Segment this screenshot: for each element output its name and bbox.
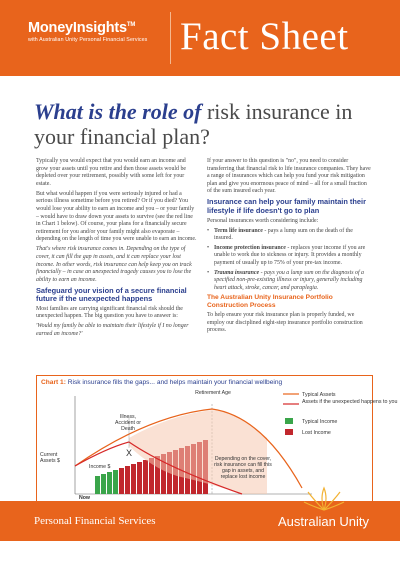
- legend-label: Typical Income: [302, 419, 338, 425]
- income-bar: [95, 476, 100, 494]
- chart-legend: [283, 392, 397, 436]
- lost-income-bar: [143, 460, 148, 494]
- paragraph: But what would happen if you were seriously injured or had a serious illness sometime before you retired? Or if you died? You would lose your ability to earn an income and you – or your family – would have to draw down your assets to survive (see the red line in Chart 1 below). Of course, your plans for a financially secure retirement for you and/or your family might also evaporate – depending on the length of time you were unable to earn an income.: [36, 190, 197, 243]
- event-marker: X: [126, 448, 133, 458]
- page-title: Fact Sheet: [180, 15, 349, 58]
- list-item: • Income protection insurance - replaces your income if you are unable to work due to sickness or injury. It provides a monthly payment of usually up to 75% of your pre-tax income.: [207, 244, 366, 266]
- section-heading: The Australian Unity Insurance Portfolio Construction Process: [207, 294, 333, 310]
- right-column: [207, 158, 372, 337]
- income-label: Income $: [89, 464, 111, 470]
- headline: [34, 99, 374, 149]
- footer-label: Personal Financial Services: [34, 515, 156, 527]
- paragraph: That's where risk insurance comes in. Depending on the type of cover, it can fill the gap in assets, and it can replace your lost income. In other words, risk insurance can help keep you on track financially – in case an unexpected tragedy causes you to lose the ability to earn an income.: [36, 246, 192, 283]
- current-assets-label: Current Assets $: [40, 452, 60, 464]
- legend-swatch-typical-income: [285, 418, 293, 424]
- paragraph: Most families are carrying significant financial risk should the unexpected happen. The big question you have to answer is:: [36, 305, 183, 320]
- list-item: • Trauma insurance - pays you a lump sum on the diagnosis of a specified non-pre-existing illness or injury, generally including heart attack, stroke, cancer, and paraplegia.: [207, 269, 365, 291]
- chart-title: Chart 1: Risk insurance fills the gaps... and helps maintain your financial wellbeing: [41, 379, 283, 386]
- australian-unity-wordmark: Australian Unity: [278, 514, 370, 529]
- gap-annotation: Depending on the cover, risk insurance can fill this gap in assets, and replace lost income: [214, 456, 272, 480]
- legend-swatch-lost-income: [285, 429, 293, 435]
- retirement-label: Retirement Age: [195, 390, 231, 396]
- income-bar: [107, 472, 112, 494]
- legend-label: Assets if the unexpected happens to you: [302, 399, 398, 405]
- now-label: Now: [79, 495, 90, 501]
- income-bar: [113, 470, 118, 494]
- list-item: • Term life insurance - pays a lump sum on the death of the insured.: [207, 227, 353, 242]
- legend-label: Lost Income: [302, 430, 331, 436]
- header-divider: [170, 12, 171, 64]
- headline-rest: risk insurance in your financial plan?: [34, 99, 353, 149]
- brand-subtitle: with Australian Unity Personal Financial Services: [28, 37, 148, 43]
- paragraph: Personal insurances worth considering include:: [207, 217, 319, 224]
- section-heading: Safeguard your vision of a secure financial future if the unexpected happens: [36, 285, 187, 304]
- paragraph: Typically you would expect that you would earn an income and grow your assets until you retire and then those assets would be depleted over your retirement, possibly with some left for your estate.: [36, 158, 187, 187]
- lost-income-bar: [125, 466, 130, 494]
- legend-label: Typical Assets: [302, 392, 336, 398]
- quote: 'Would my family be able to maintain their lifestyle if I no longer earned an income?': [36, 323, 189, 338]
- section-heading: Insurance can help your family maintain their lifestyle if life doesn't go to plan: [207, 197, 366, 215]
- illness-label: Illness, Accident or Death: [115, 414, 141, 432]
- brand-logo: [28, 20, 147, 43]
- header-banner: [0, 0, 400, 76]
- paragraph: To help ensure your risk insurance plan is properly funded, we employ our disciplined eight-step insurance portfolio construction process.: [207, 312, 363, 334]
- left-column: [36, 158, 198, 341]
- lost-income-bar: [119, 468, 124, 494]
- lost-income-bar: [137, 462, 142, 494]
- paragraph: If your answer to this question is "no", you need to consider transferring that financial risk to life insurance companies. They have a range of insurances which can help you fund your risk mitigation plan and give you enormous peace of mind – all for a small fraction of the sum insured each year.: [207, 158, 371, 195]
- income-bar: [101, 474, 106, 494]
- lost-income-bar: [131, 464, 136, 494]
- brand-name: MoneyInsights™: [28, 20, 136, 36]
- headline-emphasis: What is the role of: [34, 99, 202, 124]
